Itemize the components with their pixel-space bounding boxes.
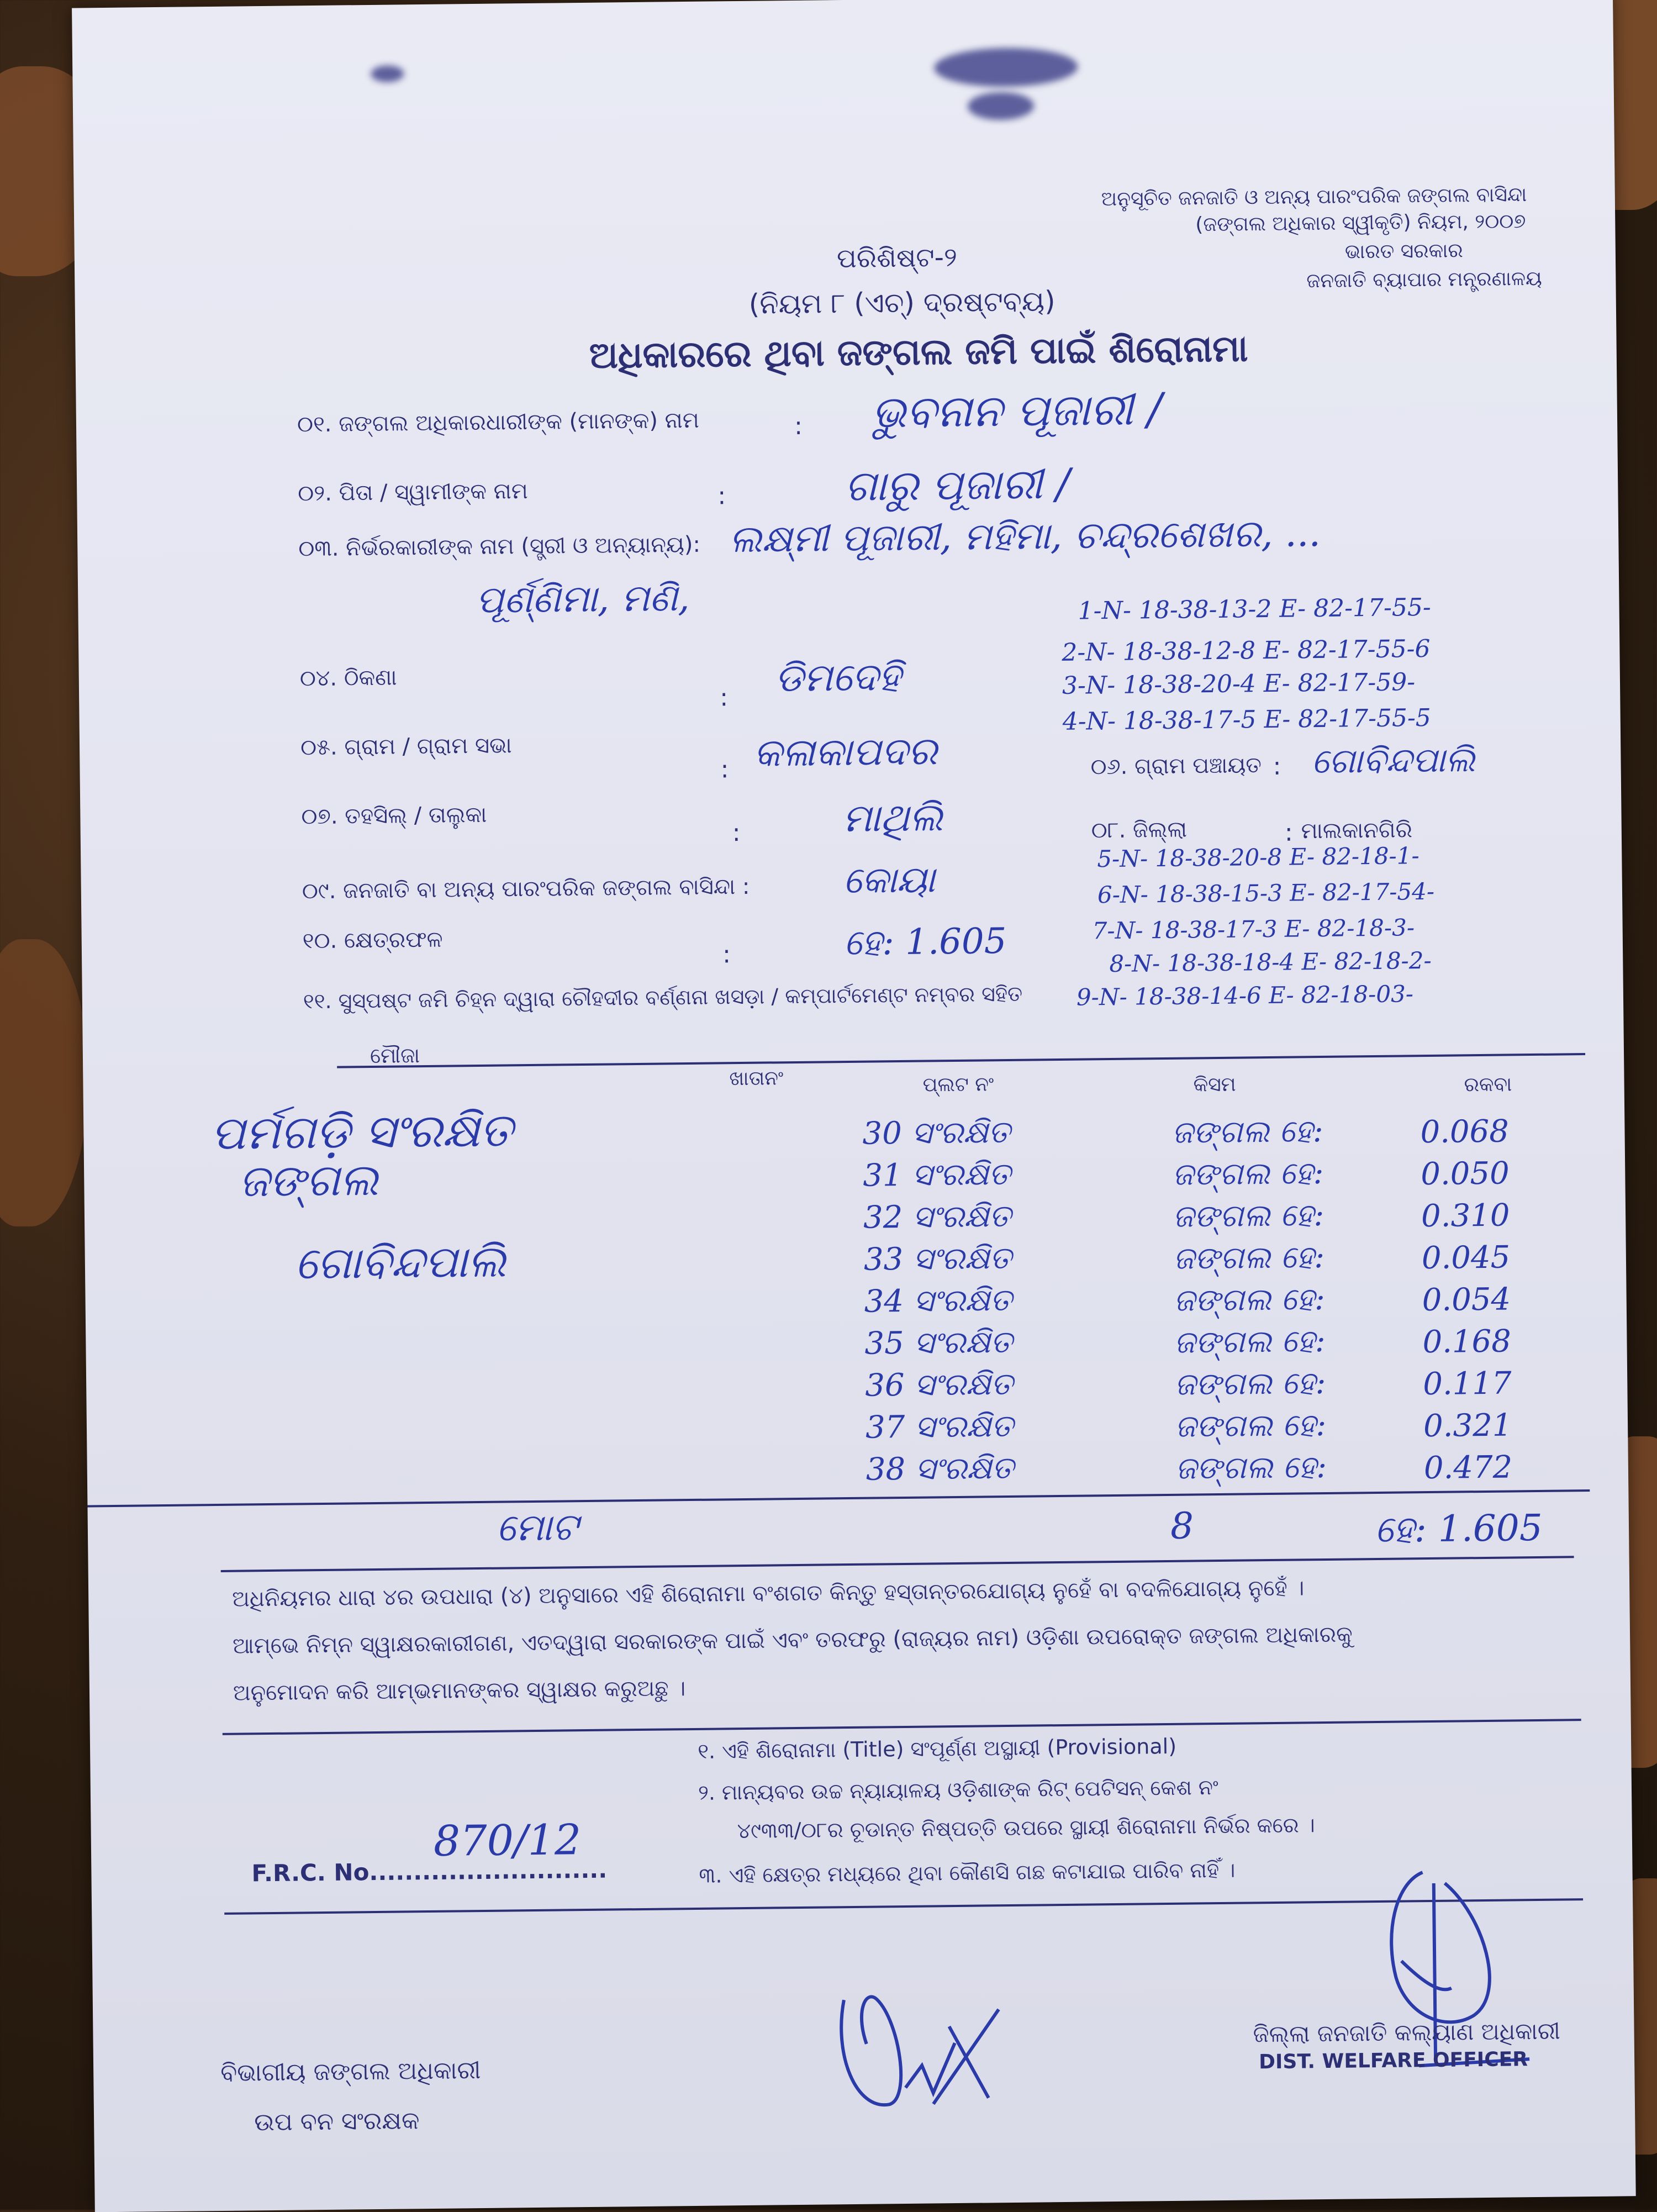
document-page bbox=[72, 0, 1636, 2212]
field-value-father-name: ଗାରୁ ପୂଜାରୀ / bbox=[844, 459, 1070, 511]
total-area: ହେ: 1.605 bbox=[1374, 1506, 1543, 1551]
field-value-holder-name: ଭୁବନାନ ପୂଜାରୀ / bbox=[871, 383, 1163, 438]
total-rule bbox=[221, 1556, 1574, 1572]
plot-number: 37 ସଂରକ୍ଷିତ bbox=[865, 1408, 1014, 1446]
frc-label: F.R.C. No........................... bbox=[251, 1856, 608, 1887]
mouza-value: ପର୍ମଗଡ଼ି ସଂରକ୍ଷିତ bbox=[210, 1103, 513, 1161]
plot-number: 38 ସଂରକ୍ଷିତ bbox=[866, 1450, 1014, 1488]
table-header-plot: ପ୍ଲଟ ନଂ bbox=[922, 1073, 994, 1097]
note-line: ୨. ମାନ୍ୟବର ଉଚ୍ଚ ନ୍ୟାୟାଳୟ ଓଡ଼ିଶାଙ୍କ ରିଟ୍ ପେଟିସନ୍ କେଶ ନଂ bbox=[698, 1775, 1218, 1805]
plot-number: 31 ସଂରକ୍ଷିତ bbox=[862, 1156, 1011, 1194]
ministry-header-line: ଭାରତ ସରକାର bbox=[1344, 239, 1463, 264]
mouza-value: ଗୋବିନ୍ଦପାଲି bbox=[294, 1235, 506, 1289]
field-value-village: କଳାକାପଦର bbox=[753, 728, 938, 776]
ink-blot bbox=[371, 65, 404, 82]
field-label-area: ୧୦. କ୍ଷେତ୍ରଫଳ bbox=[302, 926, 443, 954]
field-colon: : bbox=[720, 755, 729, 784]
field-value-address: ଡିମଦେହି bbox=[774, 654, 901, 701]
field-label-district: ୦୮. ଜିଲ୍ଲା bbox=[1091, 817, 1188, 844]
field-label-address: ୦୪. ଠିକଣା bbox=[299, 665, 397, 692]
field-colon: : bbox=[1273, 752, 1281, 781]
gps-coordinate: 6-N- 18-38-15-3 E- 82-17-54- bbox=[1097, 877, 1435, 909]
table-header-rakba: ରକବା bbox=[1464, 1073, 1512, 1097]
note-line: ୧. ଏହି ଶିରୋନାମା (Title) ସଂପୂର୍ଣ୍ଣ ଅସ୍ଥାୟୀ (Provisional) bbox=[697, 1734, 1177, 1763]
page-title: ଅଧିକାରରେ ଥିବା ଜଙ୍ଗଲ ଜମି ପାଇଁ ଶିରୋନାମା bbox=[589, 327, 1248, 377]
plot-kisam: ଜଙ୍ଗଲ ହେ: bbox=[1175, 1449, 1327, 1487]
table-bottom-rule bbox=[87, 1489, 1590, 1507]
ink-blot bbox=[934, 48, 1078, 88]
field-colon: : bbox=[732, 819, 741, 847]
field-value-panchayat: ଗୋବିନ୍ଦପାଲି bbox=[1311, 739, 1476, 782]
declaration-line: ଅନୁମୋଦନ କରି ଆମ୍ଭମାନଙ୍କର ସ୍ୱାକ୍ଷର କରୁଅଛୁ । bbox=[233, 1676, 686, 1706]
field-label-dependents: ୦୩. ନିର୍ଭରକାରୀଙ୍କ ନାମ (ସ୍ତ୍ରୀ ଓ ଅନ୍ୟାନ୍ୟ): bbox=[298, 531, 701, 562]
plot-kisam: ଜଙ୍ଗଲ ହେ: bbox=[1173, 1239, 1325, 1277]
mouza-value: ଜଙ୍ଗଲ bbox=[238, 1154, 379, 1207]
signatory-left-line: ଉପ ବନ ସଂରକ୍ଷକ bbox=[254, 2106, 420, 2137]
field-value-dependents: ଲକ୍ଷ୍ମୀ ପୂଜାରୀ, ମହିମା, ଚନ୍ଦ୍ରଶେଖର, ... bbox=[729, 511, 1321, 562]
signature-left bbox=[821, 1976, 1022, 2122]
plot-area: 0.068 bbox=[1420, 1113, 1510, 1151]
plot-number: 36 ସଂରକ୍ଷିତ bbox=[864, 1366, 1014, 1404]
total-label: ମୋଟ bbox=[496, 1505, 578, 1550]
plot-number: 35 ସଂରକ୍ଷିତ bbox=[864, 1324, 1013, 1362]
table-header-kisam: କିସମ bbox=[1193, 1073, 1236, 1097]
plot-kisam: ଜଙ୍ଗଲ ହେ: bbox=[1174, 1365, 1326, 1403]
gps-coordinate: 3-N- 18-38-20-4 E- 82-17-59- bbox=[1062, 668, 1416, 700]
declaration-line: ଅଧିନିୟମର ଧାରା ୪ର ଉପଧାରା (୪) ଅନୁସାରେ ଏହି ଶିରୋନାମା ବଂଶଗତ କିନ୍ତୁ ହସ୍ତାନ୍ତରଯୋଗ୍ୟ ନୁହେଁ ବା ବଦଳିଯୋଗ୍ୟ ନୁହେଁ । bbox=[232, 1575, 1305, 1612]
ministry-header-line: ଜନଜାତି ବ୍ୟାପାର ମନ୍ତ୍ରଣାଳୟ bbox=[1306, 267, 1542, 293]
plot-area: 0.045 bbox=[1421, 1239, 1511, 1277]
ministry-header-line: (ଜଙ୍ଗଲ ଅଧିକାର ସ୍ୱୀକୃତି) ନିୟମ, ୨୦୦୭ bbox=[1195, 210, 1526, 236]
plot-kisam: ଜଙ୍ଗଲ ହେ: bbox=[1173, 1281, 1326, 1319]
plot-number: 33 ସଂରକ୍ଷିତ bbox=[863, 1240, 1012, 1278]
plot-kisam: ଜଙ୍ଗଲ ହେ: bbox=[1174, 1407, 1327, 1445]
plot-area: 0.321 bbox=[1423, 1407, 1512, 1445]
plot-number: 30 ସଂରକ୍ଷିତ bbox=[862, 1114, 1011, 1152]
plot-area: 0.472 bbox=[1423, 1449, 1513, 1487]
field-colon: : bbox=[717, 482, 726, 510]
plot-number: 32 ସଂରକ୍ଷିତ bbox=[863, 1198, 1012, 1236]
field-label-holder-name: ୦୧. ଜଙ୍ଗଲ ଅଧିକାରଧାରୀଙ୍କ (ମାନଙ୍କ) ନାମ bbox=[297, 407, 699, 438]
field-colon: : bbox=[794, 412, 803, 440]
field-label-father-name: ୦୨. ପିତା / ସ୍ୱାମୀଙ୍କ ନାମ bbox=[298, 478, 528, 507]
field-colon: : bbox=[719, 683, 729, 712]
gps-coordinate: 7-N- 18-38-17-3 E- 82-18-3- bbox=[1092, 914, 1415, 945]
ink-blot bbox=[968, 92, 1035, 120]
field-colon: : bbox=[722, 940, 731, 969]
field-value-tahsil: ମାଥିଲି bbox=[842, 794, 943, 841]
table-header-mouza: ମୌଜା bbox=[370, 1043, 420, 1068]
signatory-left-line: ବିଭାଗୀୟ ଜଙ୍ଗଲ ଅଧିକାରୀ bbox=[220, 2056, 481, 2087]
plot-kisam: ଜଙ୍ଗଲ ହେ: bbox=[1171, 1113, 1324, 1151]
signatory-right-line: ଜିଲ୍ଲା ଜନଜାତି କଲ୍ୟାଣ ଅଧିକାରୀ bbox=[1253, 2017, 1560, 2048]
note-line: ୪୯୩୩/୦୮ର ଚୂଡାନ୍ତ ନିଷ୍ପତ୍ତି ଉପରେ ସ୍ଥାୟୀ ଶିରୋନାମା ନିର୍ଭର କରେ । bbox=[737, 1813, 1315, 1844]
gps-coordinate: 4-N- 18-38-17-5 E- 82-17-55-5 bbox=[1062, 703, 1432, 736]
field-colon: : bbox=[1284, 818, 1293, 847]
gps-coordinate: 8-N- 18-38-18-4 E- 82-18-2- bbox=[1109, 946, 1432, 978]
table-top-rule bbox=[337, 1053, 1585, 1068]
plot-area: 0.310 bbox=[1421, 1197, 1510, 1235]
gps-coordinate: 9-N- 18-38-14-6 E- 82-18-03- bbox=[1076, 980, 1414, 1011]
signatory-right-line: DIST. WELFARE OFFICER bbox=[1258, 2048, 1528, 2074]
table-header-khata: ଖାତାନଂ bbox=[729, 1067, 784, 1091]
leaf-decoration bbox=[0, 939, 88, 1226]
plot-area: 0.168 bbox=[1422, 1323, 1512, 1361]
field-value-district: ମାଲକାନଗିରି bbox=[1301, 817, 1413, 844]
annexure-label: ପରିଶିଷ୍ଟ-୨ bbox=[836, 241, 958, 275]
plot-area: 0.054 bbox=[1422, 1281, 1511, 1319]
signature-right bbox=[1362, 1849, 1563, 2083]
plot-kisam: ଜଙ୍ଗଲ ହେ: bbox=[1172, 1197, 1324, 1235]
plot-kisam: ଜଙ୍ଗଲ ହେ: bbox=[1171, 1155, 1324, 1193]
field-value-dependents-cont: ପୂର୍ଣ୍ଣିମା, ମଣି, bbox=[475, 576, 690, 623]
gps-coordinate: 5-N- 18-38-20-8 E- 82-18-1- bbox=[1097, 842, 1419, 873]
field-value-area: ହେ: 1.605 bbox=[843, 920, 1007, 964]
plot-number: 34 ସଂରକ୍ଷିତ bbox=[864, 1282, 1012, 1320]
paragraph-rule bbox=[223, 1719, 1581, 1735]
field-label-panchayat: ୦୬. ଗ୍ରାମ ପଞ୍ଚାୟତ bbox=[1090, 752, 1262, 780]
note-line: ୩. ଏହି କ୍ଷେତ୍ର ମଧ୍ୟରେ ଥିବା କୌଣସି ଗଛ କଟାଯାଇ ପାରିବ ନାହିଁ । bbox=[699, 1857, 1236, 1888]
total-count: 8 bbox=[1170, 1504, 1194, 1547]
plot-area: 0.050 bbox=[1420, 1155, 1510, 1193]
frc-number: 870/12 bbox=[433, 1815, 582, 1866]
field-label-tribe: ୦୯. ଜନଜାତି ବା ଅନ୍ୟ ପାରଂପରିକ ଜଙ୍ଗଲ ବାସିନ୍ଦା : bbox=[302, 873, 750, 904]
gps-coordinate: 2-N- 18-38-12-8 E- 82-17-55-6 bbox=[1062, 634, 1431, 667]
field-label-village: ୦୫. ଗ୍ରାମ / ଗ୍ରାମ ସଭା bbox=[300, 733, 512, 761]
item-11-label: ୧୧. ସୁସ୍ପଷ୍ଟ ଜମି ଚିହ୍ନ ଦ୍ୱାରା ଚୌହଦୀର ବର୍ଣ୍ଣନା ଖସଡ଼ା / କମ୍ପାର୍ଟମେଣ୍ଟ ନମ୍ବର ସହିତ bbox=[303, 981, 1023, 1014]
declaration-line: ଆମ୍ଭେ ନିମ୍ନ ସ୍ୱାକ୍ଷରକାରୀଗଣ, ଏତଦ୍ୱାରା ସରକାରଙ୍କ ପାଇଁ ଏବଂ ତରଫରୁ (ରାଜ୍ୟର ନାମ) ଓଡ଼ିଶା ଉପରୋକ୍ତ ଜଙ୍ଗଲ ଅଧିକାରକୁ bbox=[232, 1621, 1353, 1659]
rule-reference: (ନିୟମ ୮ (ଏଚ୍) ଦ୍ରଷ୍ଟବ୍ୟ) bbox=[748, 285, 1056, 320]
plot-kisam: ଜଙ୍ଗଲ ହେ: bbox=[1174, 1323, 1326, 1361]
ministry-header-line: ଅନୁସୂଚିତ ଜନଜାତି ଓ ଅନ୍ୟ ପାରଂପରିକ ଜଙ୍ଗଲ ବାସିନ୍ଦା bbox=[1101, 183, 1527, 211]
gps-coordinate: 1-N- 18-38-13-2 E- 82-17-55- bbox=[1078, 593, 1431, 625]
field-label-tahsil: ୦୭. ତହସିଲ୍ / ତାଲୁକା bbox=[301, 802, 487, 830]
field-value-tribe: କୋୟା bbox=[843, 858, 936, 902]
plot-area: 0.117 bbox=[1422, 1365, 1512, 1403]
